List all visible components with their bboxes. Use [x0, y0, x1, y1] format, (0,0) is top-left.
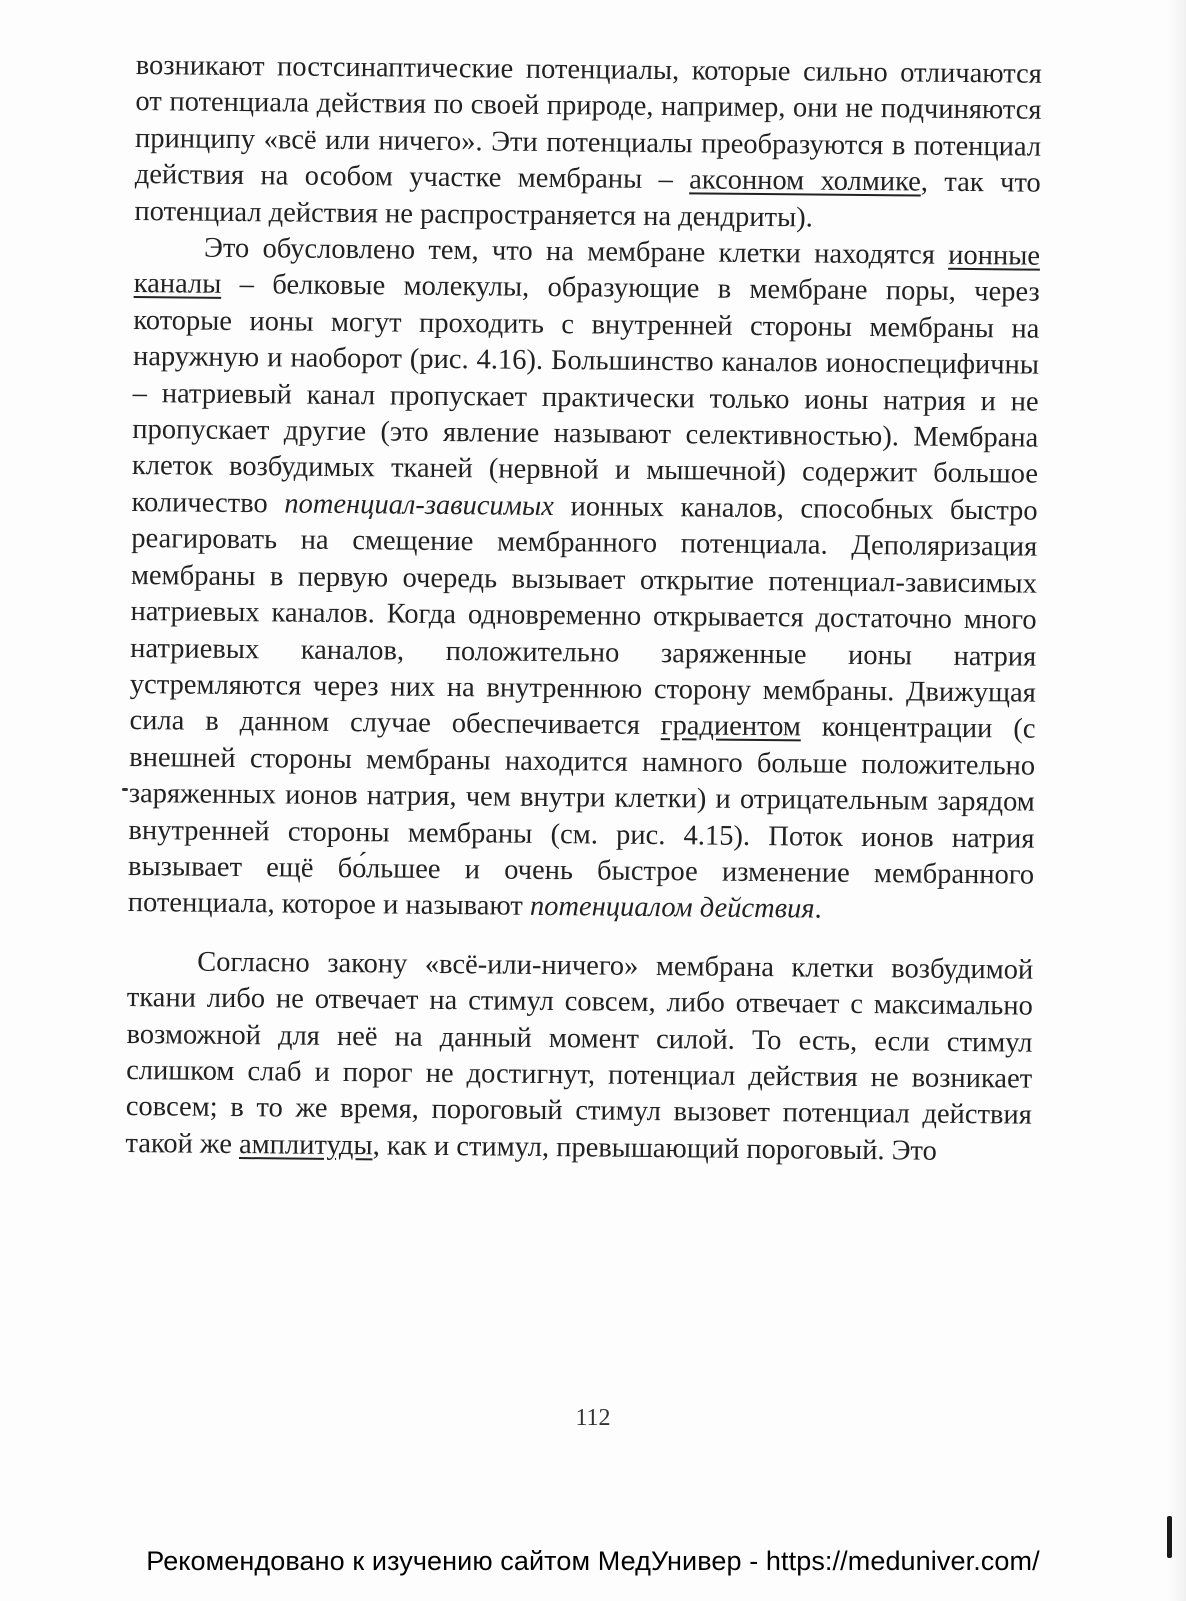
underlined-term-ion-channels: ионные каналы	[133, 239, 1041, 301]
underlined-term-gradient: градиентом	[660, 710, 802, 743]
text-run: , как и стимул, превышающий пороговый. Это	[372, 1130, 938, 1167]
underlined-term-axon-hillock: аксонном холмике	[689, 164, 922, 198]
text-run: .	[814, 893, 822, 925]
text-run: Согласно закону «всё-или-ничего» мембрана клетки возбудимой ткани либо не отвечает на стимул совсем, либо отвечает с максимально возможной для неё на данный момент силой. То есть, если стимул слишком слаб и порог не достигнут, потенциал действия не возникает совсем; в то же время, пороговый стимул вызовет потенциал действия такой же	[125, 946, 1034, 1160]
text-run: ионных каналов, способных быстро реагировать на смещение мембранного потенциала. Деполяризация мембраны в первую очередь вызывает открытие потенциал-зависимых натриевых каналов. Когда одновременно открывается достаточно много натриевых каналов, положительно заряженные ионы натрия устремляются через них на внутреннюю сторону мембраны. Движущая сила в данном случае обеспечивается	[129, 490, 1038, 742]
text-run: возникают постсинаптические потенциалы, которые сильно отличаются от потенциала действия по своей природе, например, они не подчиняются принципу «всё или ничего». Эти потенциалы преобразуются в потенциал действия на особом участке мембраны –	[134, 49, 1042, 196]
text-run: , так что потенциал действия не распространяется на дендриты).	[134, 166, 1041, 234]
paragraph-3	[125, 944, 1033, 1171]
italic-term-voltage-gated: потенциал-зависимых	[284, 488, 555, 522]
page-number: 112	[575, 1405, 611, 1431]
text-run: Это обусловлено тем, что на мембране клетки находятся	[203, 232, 949, 271]
body-text	[125, 48, 1042, 1171]
italic-term-action-potential: потенциалом действия	[529, 891, 815, 925]
site-watermark: Рекомендовано к изучению сайтом МедУнивер - https://meduniver.com/	[146, 1546, 1040, 1576]
text-run: – белковые молекулы, образующие в мембране поры, через которые ионы могут проходить с внутренней стороны мембраны на наружную и наоборот (рис. 4.16). Большинство каналов ионоспецифичны – натриевый канал пропускает практически только ионы натрия и не пропускает другие (это явление называют селективностью). Мембрана клеток возбудимых тканей (нервной и мышечной) содержит большое количество	[131, 269, 1040, 520]
underlined-term-amplitude: амплитуды	[238, 1128, 373, 1162]
paragraph-2	[128, 230, 1041, 930]
text-run: концентрации (с внешней стороны мембраны находится намного больше положительно заряженных ионов натрия, чем внутри клетки) и отрицательным зарядом внутренней стороны мембраны (см. рис. 4.15). Поток ионов натрия вызывает ещё бо́льшее и очень быстрое изменение мембранного потенциала, которое и называют	[127, 711, 1036, 923]
paragraph-1	[134, 48, 1042, 239]
scan-shadow-edge	[1168, 0, 1186, 1601]
margin-mark	[122, 788, 128, 791]
